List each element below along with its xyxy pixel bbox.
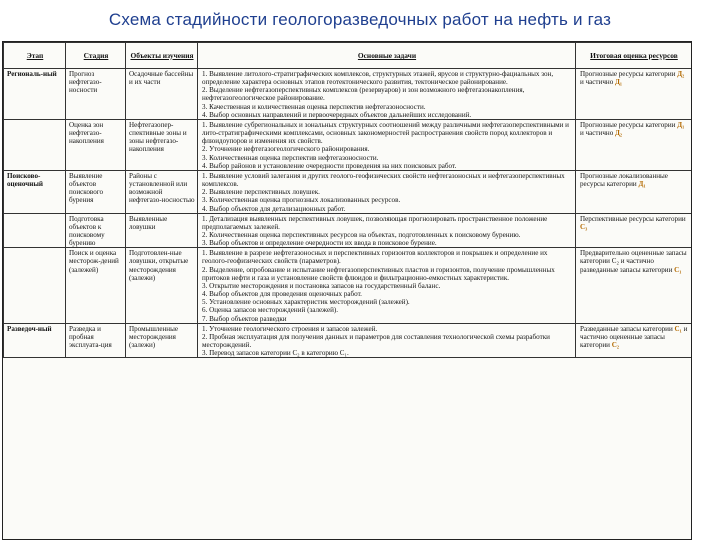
result-text: Предварительно оцененные запасы категории С₂ и частично разведанные запасы категории (580, 249, 687, 274)
task-item: 3. Количественная оценка прогнозных локализованных ресурсов. (202, 196, 401, 205)
result-cell (576, 248, 692, 323)
objects-cell: Осадочные бассейны и их части (126, 69, 198, 120)
task-item: 7. Выбор объектов разведки (202, 314, 287, 323)
task-item: 2. Пробная эксплуатация для получения данных и параметров для составления технологической схемы разработки месторождений. (202, 332, 550, 349)
slide-title: Схема стадийности геологоразведочных работ на нефть и газ (108, 10, 612, 29)
phase-cell: Выявление объектов поискового бурения (66, 170, 126, 213)
result-cell (576, 119, 692, 170)
stages-table-container (2, 41, 692, 540)
result-text: Прогнозные ресурсы категории (580, 120, 676, 129)
task-item: 1. Детализация выявленных перспективных ловушек, позволяющая прогнозировать пространственное положение предполагаемых залежей. (202, 214, 548, 231)
result-text-2: и частично (580, 78, 614, 87)
result-category: Д₂ (677, 70, 685, 78)
task-item: 1. Выявление субрегиональных и зональных структурных соотношений между различными нефтегазоперспективными и лито-стратиграфическими комплексами, основных закономерностей распространения свойств пород коллекторов и флюидоупоров и изменения их свойств. (202, 120, 569, 146)
task-item: 2. Выделение нефтегазоперспективных комплексов (резервуаров) и зон возможного нефтегазонакопления, нефтегазогеологическое районирование. (202, 86, 525, 103)
result-category: Д₁ (638, 180, 646, 189)
tasks-cell (198, 213, 576, 248)
phase-cell: Оценка зон нефтегазо-накопления (66, 119, 126, 170)
phase-cell: Поиск и оценка месторож-дений (залежей) (66, 248, 126, 323)
stage-cell (4, 248, 66, 323)
task-item: 4. Выбор основных направлений и первоочередных объектов дальнейших исследований. (202, 110, 472, 119)
stage-cell (4, 213, 66, 248)
task-item: 2. Количественная оценка перспективных ресурсов на объектах, подготовленных к поисковому бурению. (202, 230, 521, 239)
result-cell (576, 69, 692, 120)
result-cell (576, 213, 692, 248)
result-text: Прогнозные локализованные ресурсы категории (580, 171, 668, 189)
header-stage: Этап (4, 43, 66, 69)
tasks-cell (198, 248, 576, 323)
task-item: 5. Установление основных характеристик месторождений (залежей). (202, 298, 410, 307)
stage-cell: Разведоч-ный (4, 323, 66, 358)
result-text-2: и частично (580, 129, 614, 138)
stage-cell (4, 119, 66, 170)
result-cell (576, 323, 692, 358)
table-row (4, 119, 692, 170)
phase-cell: Разведка и пробная эксплуата-ция (66, 323, 126, 358)
result-category: Д₁ (677, 120, 685, 129)
task-item: 3. Выбор объектов и определение очередности их ввода в поисковое бурение. (202, 239, 437, 248)
task-item: 2. Уточнение нефтегазогеологического районирования. (202, 145, 370, 154)
result-text: Прогнозные ресурсы категории (580, 70, 676, 78)
result-text: Разведанные запасы категории (580, 324, 673, 333)
header-phase: Стадия (66, 43, 126, 69)
task-item: 3. Качественная и количественная оценка перспектив нефтегазоносности. (202, 102, 426, 111)
phase-cell: Подготовка объектов к поисковому бурению (66, 213, 126, 248)
objects-cell: Подготовлен-ные ловушки, открытые месторождения (залежи) (126, 248, 198, 323)
phase-cell: Прогноз нефтегазо-носности (66, 69, 126, 120)
tasks-cell (198, 119, 576, 170)
tasks-cell (198, 170, 576, 213)
table-row (4, 213, 692, 248)
table-body (4, 69, 692, 358)
task-item: 4. Выбор объектов для проведения оценочных работ. (202, 290, 362, 299)
objects-cell: Выявленные ловушки (126, 213, 198, 248)
objects-cell: Районы с установленной или возможной нефтегазо-носностью (126, 170, 198, 213)
objects-cell: Нефтегазопер-спективные зоны и зоны нефтегазо-накопления (126, 119, 198, 170)
task-item: 3. Количественная оценка перспектив нефтегазоносности. (202, 153, 379, 162)
task-item: 2. Выделение, опробование и испытание нефтегазоперспективных пластов и горизонтов, получение промышленных притоков нефти и газа и установление свойств флюидов и фильтрационно-емкостных характеристик. (202, 265, 555, 282)
result-category-2: Д₂ (615, 129, 623, 138)
result-category-2: Д₁ (615, 78, 623, 87)
table-row (4, 323, 692, 358)
result-text-2: и частично оцененные запасы категории (580, 324, 688, 349)
header-result: Итоговая оценка ресурсов (576, 43, 692, 69)
table-header-row (4, 43, 692, 69)
stages-table (3, 42, 692, 358)
task-item: 1. Уточнение геологического строения и запасов залежей. (202, 324, 378, 333)
task-item: 1. Выявление литолого-стратиграфических комплексов, структурных этажей, ярусов и структурно-фациальных зон, определение характера основных этапов геотектонического развития, тектоническое районирование. (202, 70, 554, 87)
objects-cell: Промышленные месторождения (залежи) (126, 323, 198, 358)
tasks-cell (198, 69, 576, 120)
task-item: 4. Выбор объектов для детализационных работ. (202, 204, 346, 213)
header-objects: Объекты изучения (126, 43, 198, 69)
task-item: 2. Выявление перспективных ловушек. (202, 188, 320, 197)
task-item: 3. Открытие месторождения и постановка запасов на государственный баланс. (202, 281, 441, 290)
tasks-cell (198, 323, 576, 358)
table-row (4, 170, 692, 213)
task-item: 1. Выявление в разрезе нефтегазоносных и перспективных горизонтов коллекторов и покрышек и определение их геолого-геофизических свойств (параметров). (202, 249, 548, 266)
result-category: С₁ (674, 265, 682, 274)
stage-cell: Региональ-ный (4, 69, 66, 120)
header-tasks: Основные задачи (198, 43, 576, 69)
task-item: 3. Перевод запасов категории С₂ в категорию С₁. (202, 349, 349, 358)
task-item: 4. Выбор районов и установление очередности проведения на них поисковых работ. (202, 161, 457, 170)
table-row (4, 248, 692, 323)
task-item: 1. Выявление условий залегания и других геолого-геофизических свойств нефтегазоносных и нефтегазоперспективных комплексов. (202, 171, 565, 189)
stage-cell: Поисково-оценочный (4, 170, 66, 213)
result-category-2: С₂ (611, 341, 620, 349)
result-category: С₃ (580, 222, 588, 231)
result-cell (576, 170, 692, 213)
task-item: 6. Оценка запасов месторождений (залежей). (202, 306, 339, 315)
result-category: С₁ (674, 324, 682, 333)
table-row (4, 69, 692, 120)
result-text: Перспективные ресурсы категории (580, 214, 686, 223)
